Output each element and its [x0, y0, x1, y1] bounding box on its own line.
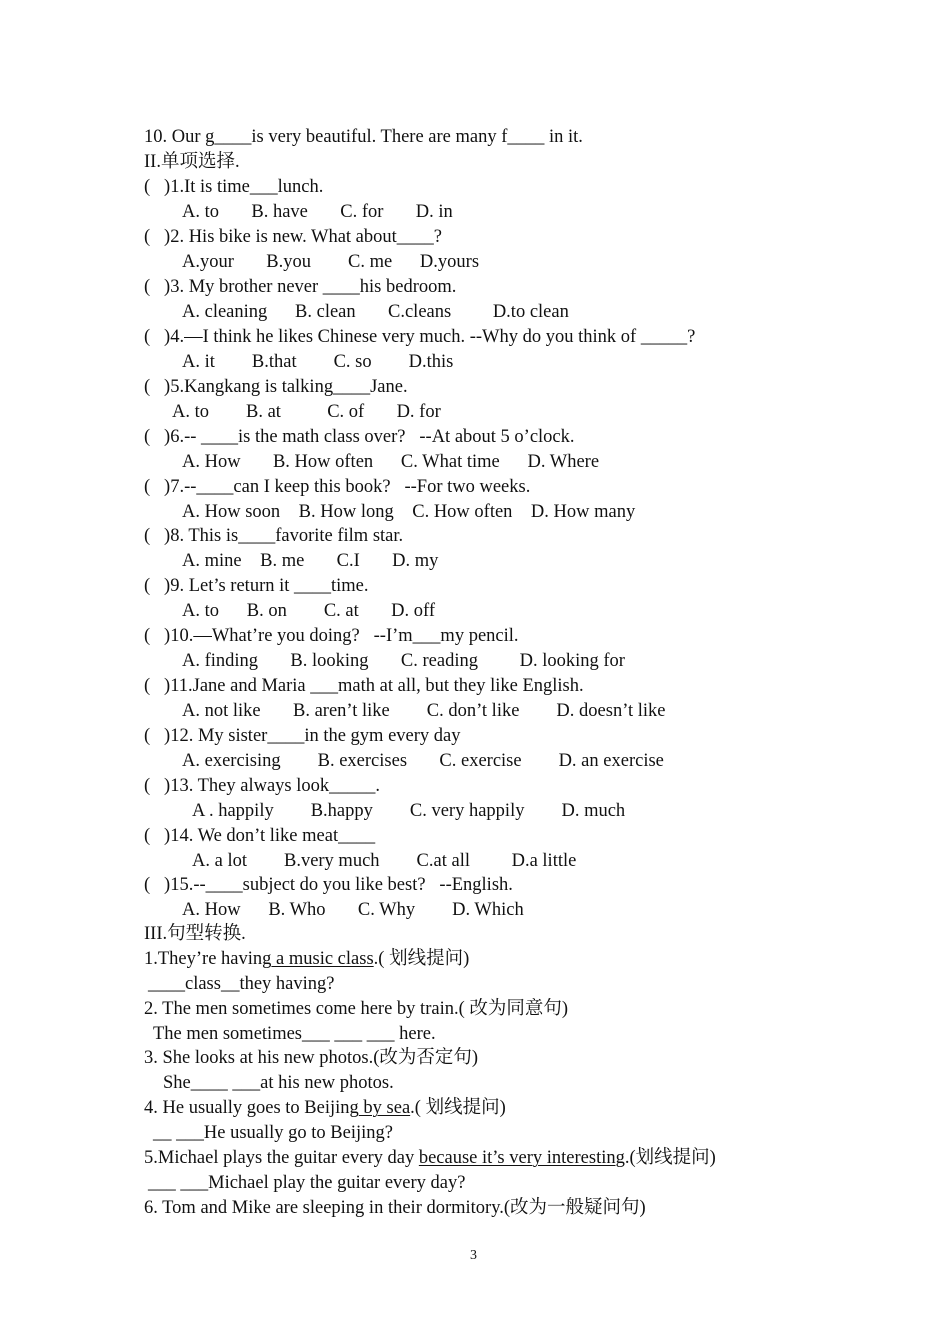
transform-5-text: 5.Michael plays the guitar every day	[144, 1148, 419, 1168]
transform-4-text: 4. He usually goes to Beijing	[144, 1098, 359, 1118]
transform-4	[144, 1096, 506, 1120]
transform-1	[144, 947, 469, 971]
question-15: ( )15.--____subject do you like best? --English.	[144, 875, 513, 895]
question-6: ( )6.-- ____is the math class over? --At about 5 o’clock.	[144, 427, 575, 447]
question-13: ( )13. They always look_____.	[144, 776, 381, 796]
transform-3: 3. She looks at his new photos.(改为否定句)	[144, 1048, 479, 1068]
transform-3-answer: She____ ___at his new photos.	[163, 1073, 394, 1093]
transform-6: 6. Tom and Mike are sleeping in their dormitory.(改为一般疑问句)	[144, 1198, 646, 1218]
underlined-phrase: a music class	[271, 949, 374, 969]
options-7: A. How soon B. How long C. How often D. How many	[182, 502, 636, 522]
question-4: ( )4.—I think he likes Chinese very much. --Why do you think of _____?	[144, 327, 696, 347]
question-5: ( )5.Kangkang is talking____Jane.	[144, 377, 408, 397]
options-10: A. finding B. looking C. reading D. looking for	[182, 651, 625, 671]
options-5: A. to B. at C. of D. for	[172, 402, 441, 422]
question-3: ( )3. My brother never ____his bedroom.	[144, 277, 457, 297]
options-15: A. How B. Who C. Why D. Which	[182, 900, 524, 920]
question-11: ( )11.Jane and Maria ___math at all, but they like English.	[144, 676, 584, 696]
options-14: A. a lot B.very much C.at all D.a little	[192, 851, 577, 871]
question-8: ( )8. This is____favorite film star.	[144, 526, 404, 546]
transform-1-answer: ____class__they having?	[148, 974, 335, 994]
transform-5-instruction: .(划线提问)	[624, 1148, 716, 1168]
transform-4-answer: __ ___He usually go to Beijing?	[153, 1123, 393, 1143]
options-6: A. How B. How often C. What time D. Where	[182, 452, 600, 472]
question-14: ( )14. We don’t like meat____	[144, 826, 376, 846]
options-12: A. exercising B. exercises C. exercise D. an exercise	[182, 751, 664, 771]
transform-5	[144, 1146, 716, 1170]
transform-2: 2. The men sometimes come here by train.( 改为同意句)	[144, 999, 569, 1019]
options-4: A. it B.that C. so D.this	[182, 352, 454, 372]
options-2: A.your B.you C. me D.yours	[182, 252, 480, 272]
question-2: ( )2. His bike is new. What about____?	[144, 227, 442, 247]
options-1: A. to B. have C. for D. in	[182, 202, 453, 222]
transform-2-answer: The men sometimes___ ___ ___ here.	[153, 1024, 436, 1044]
underlined-phrase: by sea	[358, 1098, 411, 1118]
options-8: A. mine B. me C.I D. my	[182, 551, 439, 571]
underlined-phrase: because it’s very interesting	[418, 1148, 625, 1168]
question-12: ( )12. My sister____in the gym every day	[144, 726, 461, 746]
page-number: 3	[470, 1248, 477, 1263]
section-heading-sentence-transform: III.句型转换.	[144, 924, 246, 944]
transform-1-instruction: .( 划线提问)	[373, 949, 470, 969]
question-9: ( )9. Let’s return it ____time.	[144, 576, 369, 596]
fill-blank-question-10: 10. Our g____is very beautiful. There are many f____ in it.	[144, 127, 583, 147]
question-1: ( )1.It is time___lunch.	[144, 177, 324, 197]
transform-1-text: 1.They’re having	[144, 949, 272, 969]
options-3: A. cleaning B. clean C.cleans D.to clean	[182, 302, 569, 322]
transform-5-answer: ___ ___Michael play the guitar every day?	[148, 1173, 466, 1193]
question-7: ( )7.--____can I keep this book? --For two weeks.	[144, 477, 531, 497]
options-11: A. not like B. aren’t like C. don’t like D. doesn’t like	[182, 701, 666, 721]
options-13: A . happily B.happy C. very happily D. much	[192, 801, 626, 821]
section-heading-multiple-choice: II.单项选择.	[144, 152, 240, 172]
transform-4-instruction: .( 划线提问)	[410, 1098, 506, 1118]
options-9: A. to B. on C. at D. off	[182, 601, 436, 621]
question-10: ( )10.—What’re you doing? --I’m___my pencil.	[144, 626, 519, 646]
